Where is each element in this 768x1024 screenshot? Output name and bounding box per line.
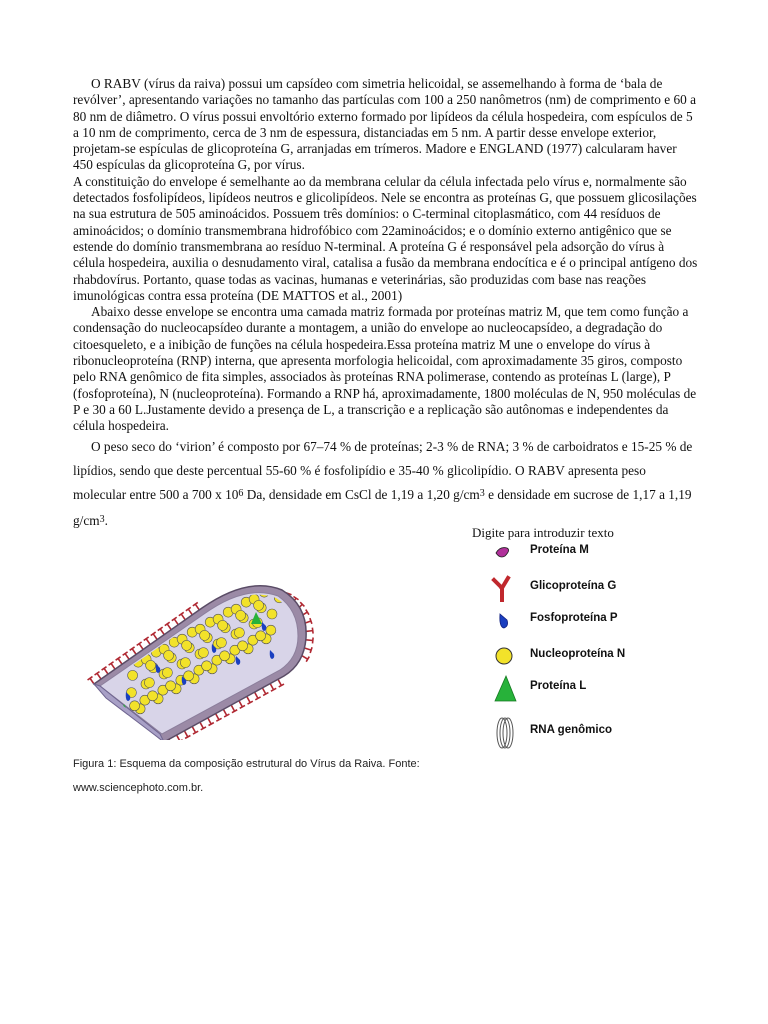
glycoprotein-spike <box>231 705 237 713</box>
glycoprotein-spike <box>200 722 206 730</box>
nucleoprotein-n <box>128 670 138 680</box>
glycoprotein-spike <box>137 642 143 649</box>
nucleoprotein-n <box>256 631 266 641</box>
exponent-6: 6 <box>238 487 244 499</box>
glycoprotein-spike <box>172 617 178 624</box>
nucleoprotein-n <box>216 638 226 648</box>
paragraph-3: Abaixo desse envelope se encontra uma camada matriz formada por proteínas matriz M, que tem como função a condensação do nucleocapsídeo durante a montagem, a união do envelope ao nucleocapsídeo, a degradação do citoesqueleto, e a inibição de funções na célula hospedeira.Essa proteína matriz M une o envelope do vírus à ribonucleoproteína (RNP) interna, que apresenta morfologia helicoidal, com aproximadamente 35 giros, composto pelo RNA genômico de fita simples, associados às proteínas RNA polimerase, contendo as proteínas L (large), P (fosfoproteína), N (nucleoproteína). Formando a RNP há, aproximadamente, 1800 moléculas de N, 950 moléculas de P e 30 a 60 L.Justamente devido a presença de L, a transcrição e a replicação são autônomas e independentes da célula hospedeira. <box>73 304 697 434</box>
glycoprotein-spike <box>184 731 190 739</box>
protein-l-icon <box>490 674 520 704</box>
nucleoprotein-n <box>166 681 176 691</box>
nucleoprotein-n <box>146 660 156 670</box>
glycoprotein-spike <box>208 718 214 726</box>
glycoprotein-spike <box>102 667 108 674</box>
glycoprotein-spike <box>193 602 199 609</box>
glycoprotein-spike <box>144 637 150 644</box>
paragraph-1: O RABV (vírus da raiva) possui um capsídeo com simetria helicoidal, se assemelhando à forma de ‘bala de revólver’, apresentando variações no tamanho das partículas com 100 a 250 nanômetros (nm) de comprimento e 60 a 80 nm de diâmetro. O vírus possui envoltório externo formado por lipídeos da célula hospedeira, com espículos de 5 a 10 nm de comprimento, cerca de 3 nm de espessura, distanciadas em 5 nm. A partir desse envelope exterior, projetam-se espículas de glicoproteína G, arranjadas em trímeros. Madore e ENGLAND (1977) calcularam haver 450 espículas da glicoproteína G, por vírus. <box>73 76 697 173</box>
glycoprotein-spike <box>95 672 101 679</box>
nucleoprotein-n <box>144 678 154 688</box>
caption-line-1: Figura 1: Esquema da composição estrutural do Vírus da Raiva. Fonte: <box>73 758 420 770</box>
nucleoprotein-n <box>180 658 190 668</box>
nucleoprotein-n <box>236 610 246 620</box>
legend-label: Proteína L <box>530 680 587 692</box>
glycoprotein-spike <box>247 696 253 704</box>
nucleoprotein-n <box>182 640 192 650</box>
glycoprotein-spike <box>186 607 192 614</box>
placeholder-text-box[interactable]: Digite para introduzir texto <box>472 525 614 540</box>
caption-line-2: www.sciencephoto.com.br. <box>73 782 204 794</box>
nucleoprotein-n <box>267 609 277 619</box>
p4-text-b: Da, densidade em CsCl de 1,19 a 1,20 g/cm <box>243 486 480 502</box>
nucleoprotein-n <box>238 641 248 651</box>
protein-m-icon <box>490 540 520 566</box>
glycoprotein-spike <box>216 714 222 722</box>
rabies-virus-illustration <box>86 570 316 740</box>
glycoprotein-spike <box>88 677 94 684</box>
glycoprotein-spike <box>262 688 268 696</box>
glycoprotein-spike <box>165 622 171 629</box>
legend-label: Nucleoproteína N <box>530 648 626 660</box>
legend-label: Fosfoproteína P <box>530 612 618 624</box>
nucleoprotein-n <box>234 628 244 638</box>
rna-genomic-icon <box>490 716 520 750</box>
nucleoprotein-n <box>254 600 264 610</box>
nucleoprotein-n <box>148 691 158 701</box>
nucleoprotein-n <box>218 620 228 630</box>
nucleoprotein-n <box>220 651 230 661</box>
glycoprotein-spike <box>278 679 284 687</box>
glycoprotein-spike <box>192 726 198 734</box>
legend-label: Proteína M <box>530 544 589 556</box>
exponent-3b: 3 <box>99 513 105 525</box>
glycoprotein-spike <box>151 632 157 639</box>
p4-text-d: . <box>104 512 108 528</box>
glycoprotein-spike <box>223 709 229 717</box>
nucleoprotein-n <box>164 650 174 660</box>
glycoprotein-spike <box>123 652 129 659</box>
phosphoprotein-p-icon <box>490 608 520 634</box>
nucleoprotein-n <box>202 661 212 671</box>
p4-text-c: e densidade em sucrose de 1,17 a 1,19 g/cm <box>73 486 692 528</box>
glycoprotein-g-icon <box>490 572 520 602</box>
glycoprotein-spike <box>306 638 313 644</box>
legend-label: RNA genômico <box>530 724 612 736</box>
nucleoprotein-n <box>200 630 210 640</box>
glycoprotein-spike <box>302 656 310 662</box>
glycoprotein-spike <box>255 692 261 700</box>
article-text <box>73 76 699 535</box>
glycoprotein-spike <box>239 701 245 709</box>
paragraph-2: A constituição do envelope é semelhante ao da membrana celular da célula infectada pelo vírus e, normalmente são detectados fosfolipídeos, lipídeos neutros e glicolipídeos. Nele se encontra as proteínas G, que possuem glicosilações na sua estrutura de 505 aminoácidos. Possuem três domínios: o C-terminal citoplasmático, com 44 resíduos de aminoácidos; o domínio transmembrana hidrofóbico com 22aminoácidos; e o domínio externo antigênico que se estende do domínio transmembrana ao resíduo N-terminal. A proteína G é responsável pela adsorção do vírus à célula hospedeira, auxilia o desnudamento viral, catalisa a fusão da membrana endocítica e é o principal antígeno dos rhabdovírus. Portanto, quase todas as vacinas, humanas e veterinárias, são produzidas com base nas reações imunológicas contra essa proteína (DE MATTOS et al., 2001) <box>73 173 698 303</box>
glycoprotein-spike <box>158 627 164 634</box>
nucleoprotein-n-icon <box>490 644 520 670</box>
glycoprotein-spike <box>304 647 312 653</box>
exponent-3: 3 <box>479 487 485 499</box>
nucleoprotein-n <box>130 701 140 711</box>
nucleoprotein-n <box>162 668 172 678</box>
glycoprotein-spike <box>179 612 185 619</box>
glycoprotein-spike <box>130 647 136 654</box>
glycoprotein-spike <box>177 735 183 740</box>
p4-text-a: O peso seco do ‘virion’ é composto por 67–74 % de proteínas; 2-3 % de RNA; 3 % de carboidratos e 15-25 % de lipídios, sendo que deste percentual 55-60 % é fosfolipídio e 35-40 % glicolipídio. O RABV apresenta peso molecular entre 500 a 700 x 10 <box>73 438 693 502</box>
figure-caption <box>73 752 513 800</box>
figure <box>0 520 768 800</box>
glycoprotein-spike <box>109 662 115 669</box>
glycoprotein-spike <box>116 657 122 664</box>
nucleoprotein-n <box>198 648 208 658</box>
legend-label: Glicoproteína G <box>530 580 617 592</box>
glycoprotein-spike <box>270 684 276 692</box>
